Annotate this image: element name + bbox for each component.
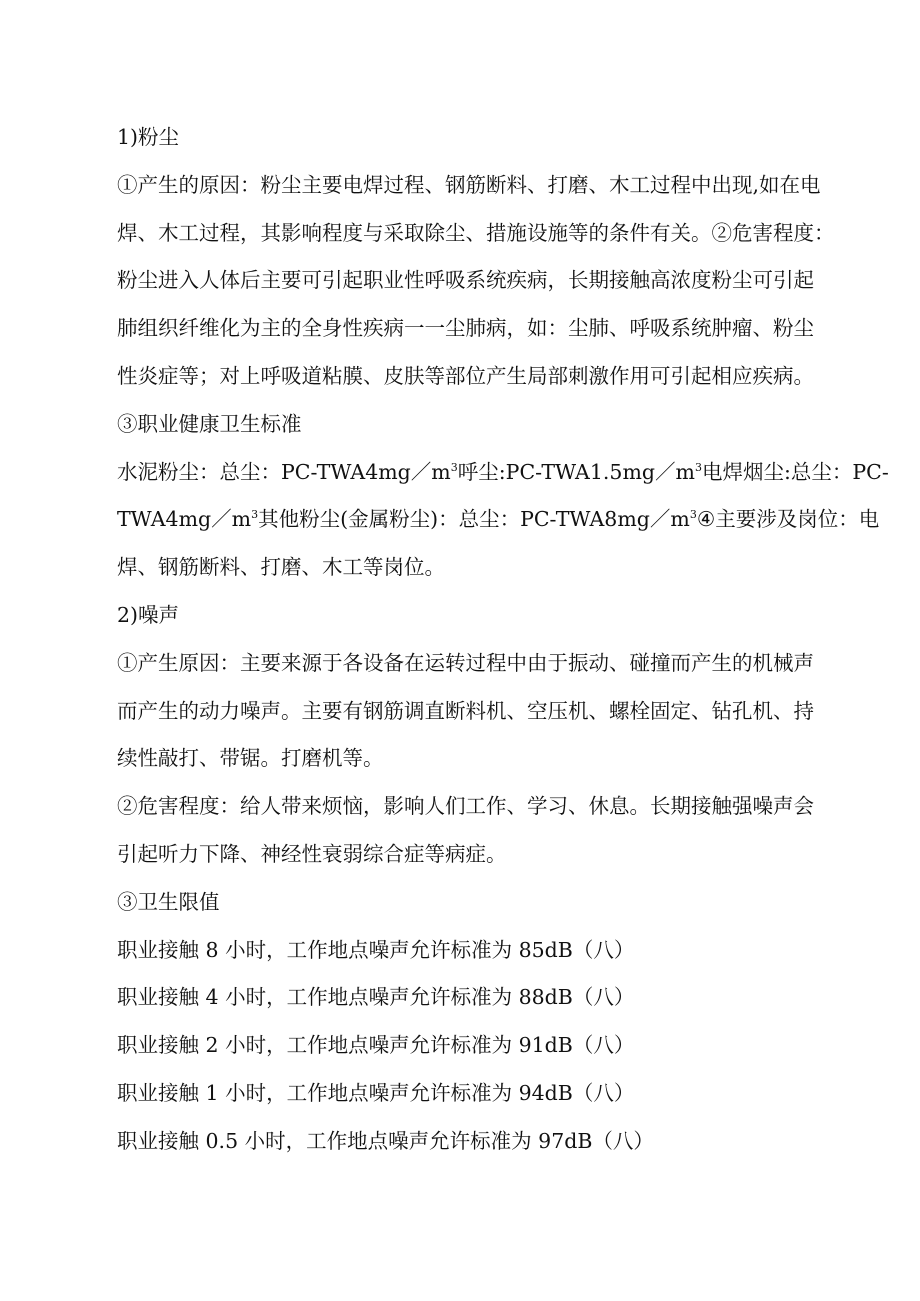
noise-cause-line: 而产生的动力噪声。主要有钢筋调直断料机、空压机、螺栓固定、钻孔机、持 xyxy=(117,698,814,723)
dust-cause-line: 粉尘进入人体后主要可引起职业性呼吸系统疾病，长期接触高浓度粉尘可引起 xyxy=(117,268,814,293)
noise-limit-item: 职业接触 1 小时，工作地点噪声允许标准为 94dB（八） xyxy=(117,1080,635,1105)
dust-cause-line: 肺组织纤维化为主的全身性疾病一一尘肺病，如：尘肺、呼吸系统肿瘤、粉尘 xyxy=(117,316,814,341)
superscript: 3 xyxy=(251,508,259,522)
noise-hazard-line: 引起听力下降、神经性衰弱综合症等病症。 xyxy=(117,841,507,866)
noise-limit-heading: ③卫生限值 xyxy=(117,889,220,914)
noise-limit-item: 职业接触 2 小时，工作地点噪声允许标准为 91dB（八） xyxy=(117,1033,635,1058)
superscript: 3 xyxy=(689,508,697,522)
standard-text: 电焊烟尘:总尘：PC- xyxy=(701,459,889,484)
dust-standard-line xyxy=(117,449,889,497)
noise-limit-item: 职业接触 8 小时，工作地点噪声允许标准为 85dB（八） xyxy=(117,937,635,962)
section-heading-dust: 1)粉尘 xyxy=(117,125,180,149)
document-page xyxy=(117,114,889,1166)
superscript: 3 xyxy=(450,460,458,474)
noise-limit-item: 职业接触 0.5 小时，工作地点噪声允许标准为 97dB（八） xyxy=(117,1128,654,1153)
dust-cause-line: 焊、木工过程，其影响程度与采取除尘、措施设施等的条件有关。②危害程度： xyxy=(117,220,835,245)
noise-hazard-line: ②危害程度：给人带来烦恼，影响人们工作、学习、休息。长期接触强噪声会 xyxy=(117,794,814,819)
dust-cause-line: 性炎症等；对上呼吸道粘膜、皮肤等部位产生局部刺激作用可引起相应疾病。 xyxy=(117,363,814,388)
standard-text: 呼尘:PC-TWA1.5mg／m xyxy=(457,459,695,484)
dust-cause-line: ①产生的原因：粉尘主要电焊过程、钢筋断料、打磨、木工过程中出现,如在电 xyxy=(117,172,821,197)
standard-text: 其他粉尘(金属粉尘)：总尘：PC-TWA8mg／m xyxy=(258,507,690,532)
noise-cause-line: 续性敲打、带锯。打磨机等。 xyxy=(117,746,384,771)
dust-standard-line xyxy=(117,496,880,544)
standard-text: 水泥粉尘：总尘：PC-TWA4mg／m xyxy=(117,459,451,484)
standard-text: TWA4mg／m xyxy=(117,507,252,532)
standard-text: ④主要涉及岗位：电 xyxy=(696,507,880,532)
superscript: 3 xyxy=(694,460,702,474)
dust-standard-heading: ③职业健康卫生标准 xyxy=(117,411,302,436)
section-heading-noise: 2)噪声 xyxy=(117,602,180,627)
noise-limit-item: 职业接触 4 小时，工作地点噪声允许标准为 88dB（八） xyxy=(117,985,635,1010)
noise-cause-line: ①产生原因：主要来源于各设备在运转过程中由于振动、碰撞而产生的机械声 xyxy=(117,650,814,675)
dust-standard-line: 焊、钢筋断料、打磨、木工等岗位。 xyxy=(117,555,445,580)
